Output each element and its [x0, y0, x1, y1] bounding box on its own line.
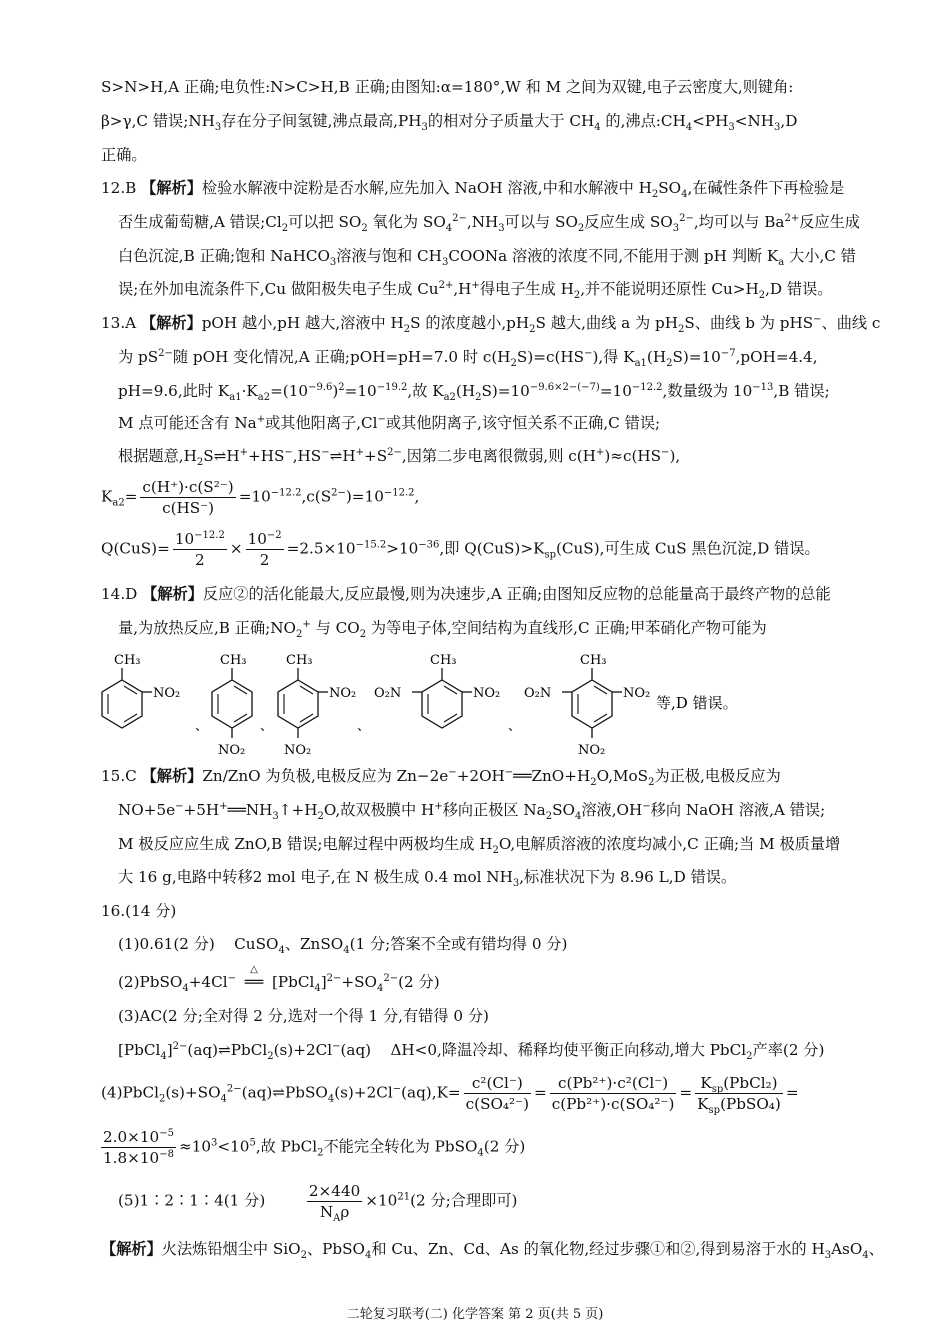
- answer-4-result: $\frac{2.0\times 10^{-5}}{1.8\times 10^{-8}}$ $\approx 10^3<10^5$,故 PbCl$_2$不能完全转化为 PbSO$_4$(2 分): [103, 1127, 526, 1167]
- no2-label: NO₂: [218, 743, 246, 758]
- answer-2: (2)PbSO$_4$+4Cl− △ ══ $[PbCl_4]^{2-}+SO_4^{2-}(2$ 分): [118, 964, 440, 995]
- answer-1: (1)0.61(2 分) CuSO$_4$、ZnSO$_4$(1 分;答案不全或有错均得 0 分): [118, 935, 568, 957]
- no2-label: NO₂: [623, 686, 651, 701]
- text-line: 否生成葡萄糖,A 错误$;Cl_2$可以把 $SO_2$ 氧化为 $SO_4^{2-},NH_3$可以与 $SO_2$反应生成 $SO_3^{2-}$,均可以与 $Ba^{2+}$反应生成: [118, 212, 860, 235]
- text-line: S>N>H,A 正确;电负性:N>C>H,B 正确;由图知:α=180°,W 和 M 之间为双键,电子云密度大,则键角:: [101, 78, 794, 96]
- ka2-equation: $K_{a2}=$ $\frac{\text{c(H⁺)·c(S²⁻)}}{c(HS^-)}$ $=10^{-12.2},c(S^{2-})=10^{-12.2}$,: [101, 478, 420, 517]
- nitrotoluene-structures: [100, 648, 750, 758]
- separator: 、: [508, 719, 522, 734]
- mol-dinitrotoluene-24: [278, 653, 356, 758]
- ch3-label: CH₃: [430, 653, 457, 668]
- answer-5: (5)1∶2∶1∶4(1 分) $\frac{2\times 440}{N_A\rho}$ $\times 10^{21}(2$ 分;合理即可): [118, 1182, 518, 1225]
- ch3-label: CH₃: [114, 653, 141, 668]
- mol-para-nitrotoluene: [212, 653, 252, 758]
- no2-label: NO₂: [473, 686, 501, 701]
- separator: 、: [195, 719, 209, 734]
- question-14: 14.D 【解析】反应②的活化能最大,反应最慢,则为决速步,A 正确;由图知反应物的总能量高于最终产物的总能: [101, 585, 831, 603]
- no2-label: NO₂: [329, 686, 357, 701]
- mol-ortho-nitrotoluene: [102, 653, 180, 728]
- text-line: 正确。: [101, 146, 147, 164]
- ch3-label: CH₃: [286, 653, 313, 668]
- mol-dinitrotoluene-26: [374, 653, 500, 728]
- analysis: 【解析】火法炼铅烟尘中 SiO$_2$、PbSO$_4$和 Cu、Zn、Cd、As 的氧化物,经过步骤①和②,得到易溶于水的 $H_3AsO_4$、: [101, 1240, 884, 1262]
- page-footer: 二轮复习联考(二) 化学答案 第 2 页(共 5 页): [346, 1307, 604, 1322]
- ch3-label: CH₃: [580, 653, 607, 668]
- text-line: $NO+5e^-+5H^+══NH_3↑+H_2O$,故双极膜中 H+移向正极区 $Na_2SO_4$溶液,OH−移向 NaOH 溶液,A 错误;: [118, 800, 826, 823]
- question-13: 13.A 【解析】pOH 越小,pH 越大,溶液中 $H_2S$ 的浓度越小$,pH_2S$ 越大,曲线 a 为 $pH_2S$、曲线 b 为 pHS−、曲线 c: [101, 313, 881, 336]
- ch3-label: CH₃: [220, 653, 247, 668]
- separator: 、: [260, 719, 274, 734]
- no2-label: NO₂: [284, 743, 312, 758]
- question-16-header: 16.(14 分): [101, 902, 177, 920]
- text-line: 误;在外加电流条件下,Cu 做阳极失电子生成 $Cu^{2+},H^+$得电子生成 $H_2$,并不能说明还原性 $Cu>H_2,D$ 错误。: [118, 279, 833, 302]
- text-line: 为 $pS^{2-}$随 pOH 变化情况,A 正确;pOH=pH=7.0 时 $c(H_2S)=c(HS^-)$,得 $K_{a1}(H_2S)=10^{-7},pOH=4.4$,: [118, 347, 818, 370]
- text-line: β>γ,C 错误$;NH_3$存在分子间氢键,沸点最高$,PH_3$的相对分子质量大于 $CH_4$ 的,沸点$:CH_4<PH_3<NH_3,D$: [101, 112, 798, 134]
- o2n-label: O₂N: [374, 686, 402, 701]
- answer-4: $(4)PbCl_2(s)+SO_4^{2-}(aq)\rightleftharpoons PbSO_4(s)+2Cl^-(aq),K=$ $\frac{\text{c²(Cl⁻)}}{\text{c(SO₄²⁻)}}$ = $\frac{\text{c(Pb²⁺)·c²(Cl⁻)}}{\text{c(Pb²⁺)·c(SO₄²⁻)}}$ = $\frac{K_{sp}(PbCl_2)}{K_{sp}(PbSO_4)}$ =: [101, 1074, 799, 1117]
- no2-label: NO₂: [578, 743, 606, 758]
- text-line: 大 16 g,电路中转移2 mol 电子,在 N 极生成 0.4 mol $NH_3$,标准状况下为 8.96 L,D 错误。: [118, 868, 737, 890]
- answer-3: (3)AC(2 分;全对得 2 分,选对一个得 1 分,有错得 0 分): [118, 1007, 489, 1025]
- mol-trinitrotoluene: [524, 653, 650, 758]
- separator: 、: [357, 719, 371, 734]
- no2-label: NO₂: [153, 686, 181, 701]
- end-text: 等,D 错误。: [656, 694, 738, 712]
- question-15: 15.C 【解析】Zn/ZnO 为负极,电极反应为 $Zn-2e^-+2OH^-══ZnO+H_2O,MoS_2$为正极,电极反应为: [101, 766, 781, 789]
- question-12: 12.B 【解析】检验水解液中淀粉是否水解,应先加入 NaOH 溶液,中和水解液中 $H_2SO_4$,在碱性条件下再检验是: [101, 179, 845, 201]
- qcus-equation: Q(CuS)= $\frac{10^{-12.2}}{2}$ × $\frac{10^{-2}}{2}$ $=2.5\times 10^{-15.2}>10^{-36}$,即 $Q(CuS)>K_{sp}(CuS)$,可生成 CuS 黑色沉淀,D 错误。: [101, 529, 820, 569]
- text-line: pH=9.6,此时 $K_{a1}\cdot K_{a2}=(10^{-9.6})^2=10^{-19.2}$,故 $K_{a2}(H_2S)=10^{-9.6\times 2-(-7)}=10^{-12.2}$,数量级为 $10^{-13},B$ 错误;: [118, 381, 830, 404]
- text-line: 白色沉淀,B 正确;饱和 NaHCO$_3$溶液与饱和 $CH_3COONa$ 溶液的浓度不同,不能用于测 pH 判断 $K_a$ 大小,C 错: [118, 247, 856, 269]
- o2n-label: O₂N: [524, 686, 552, 701]
- text-line: 根据题意$,H_2S\rightleftharpoons H^++HS^-,HS^-\rightleftharpoons H^++S^{2-}$,因第二步电离很微弱,则 c(H+)≈c(HS−),: [118, 446, 681, 469]
- text-line: M 极反应应生成 ZnO,B 错误;电解过程中两极均生成 $H_2O$,电解质溶液的浓度均减小,C 正确;当 M 极质量增: [118, 835, 841, 857]
- text-line: M 点可能还含有 Na+或其他阳离子,Cl−或其他阴离子,该守恒关系不正确,C 错误;: [118, 413, 661, 432]
- answer-3-detail: [PbCl$_4$]$^{2-}$(aq)⇌PbCl$_2$(s)+2Cl−(aq) ΔH<0,降温冷却、稀释均使平衡正向移动,增大 PbCl$_2$产率(2 分): [118, 1040, 825, 1063]
- text-line: 量,为放热反应,B 正确$;NO_2^+$ 与 $CO_2$ 为等电子体,空间结构为直线形,C 正确;甲苯硝化产物可能为: [118, 618, 767, 641]
